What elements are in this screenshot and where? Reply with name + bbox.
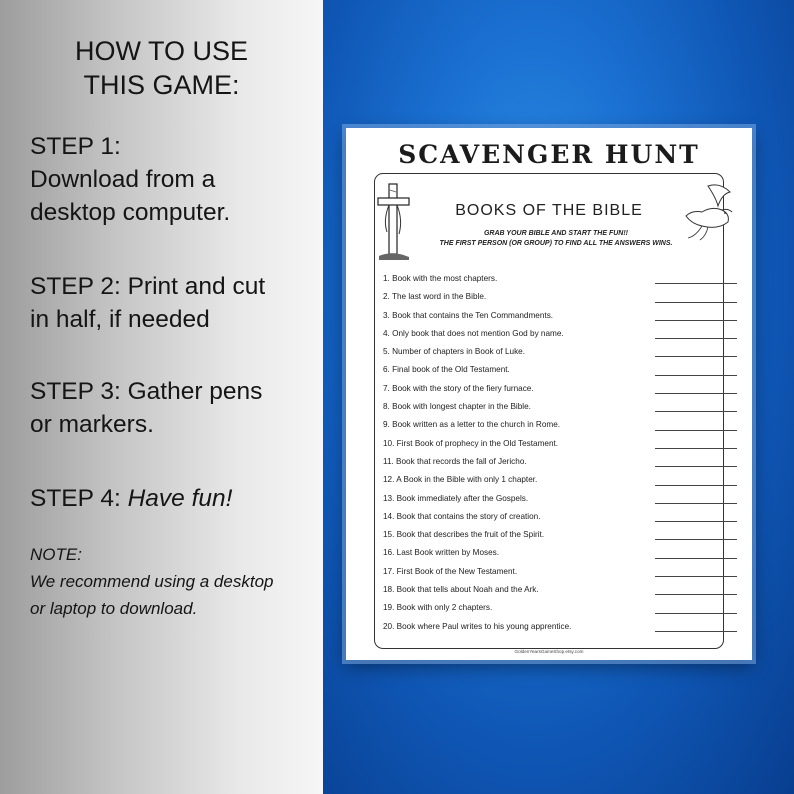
question-text: 4. Only book that does not mention God by name. <box>383 328 564 338</box>
question-text: 2. The last word in the Bible. <box>383 292 487 302</box>
answer-blank <box>655 503 737 504</box>
question-text: 12. A Book in the Bible with only 1 chapter. <box>383 475 538 485</box>
question-text: 8. Book with longest chapter in the Bible. <box>383 402 531 412</box>
answer-blank <box>655 302 737 303</box>
answer-blank <box>655 320 737 321</box>
worksheet-subtitle: BOOKS OF THE BIBLE <box>455 202 643 219</box>
question-row <box>383 343 737 361</box>
question-row <box>383 453 737 471</box>
answer-blank <box>655 338 737 339</box>
question-row <box>383 544 737 562</box>
question-row <box>383 471 737 489</box>
worksheet-instructions: GRAB YOUR BIBLE AND START THE FUN!! THE FIRST PERSON (OR GROUP) TO FIND ALL THE ANSWERS WINS. <box>439 230 673 247</box>
question-row <box>383 270 737 288</box>
question-text: 19. Book with only 2 chapters. <box>383 603 493 613</box>
step-3: STEP 3: Gather pens or markers. <box>30 378 263 438</box>
instructions-panel <box>0 0 323 794</box>
question-row <box>383 288 737 306</box>
question-list <box>383 270 737 636</box>
question-text: 1. Book with the most chapters. <box>383 274 498 283</box>
answer-blank <box>655 576 737 577</box>
question-text: 15. Book that describes the fruit of the Spirit. <box>383 530 545 540</box>
answer-blank <box>655 466 737 467</box>
question-row <box>383 618 737 636</box>
question-text: 11. Book that records the fall of Jericho. <box>383 456 527 466</box>
instructions-title: HOW TO USE THIS GAME: <box>74 36 249 100</box>
question-text: 13. Book immediately after the Gospels. <box>383 493 529 503</box>
question-text: 18. Book that tells about Noah and the Ark. <box>383 585 539 595</box>
question-text: 10. First Book of prophecy in the Old Testament. <box>383 438 559 448</box>
question-row <box>383 599 737 617</box>
question-row <box>383 398 737 416</box>
answer-blank <box>655 430 737 431</box>
question-text: 6. Final book of the Old Testament. <box>383 365 510 375</box>
step-1: STEP 1: Download from a desktop computer. <box>30 133 231 226</box>
question-row <box>383 490 737 508</box>
answer-blank <box>655 411 737 412</box>
question-row <box>383 361 737 379</box>
answer-blank <box>655 375 737 376</box>
note: NOTE: We recommend using a desktop or laptop to download. <box>30 545 274 618</box>
question-text: 16. Last Book written by Moses. <box>383 548 500 558</box>
question-text: 9. Book written as a letter to the church in Rome. <box>383 420 561 430</box>
question-row <box>383 416 737 434</box>
question-text: 20. Book where Paul writes to his young apprentice. <box>383 621 572 631</box>
answer-blank <box>655 485 737 486</box>
step-2: STEP 2: Print and cut in half, if needed <box>30 273 266 333</box>
question-row <box>383 508 737 526</box>
answer-blank <box>655 521 737 522</box>
question-text: 7. Book with the story of the fiery furnace. <box>383 383 534 393</box>
question-row <box>383 581 737 599</box>
question-row <box>383 307 737 325</box>
question-row <box>383 435 737 453</box>
shop-url: GoldenYearsGameShop.etsy.com <box>514 649 584 654</box>
step-4-emphasis: Have fun! <box>127 485 233 512</box>
question-text: 3. Book that contains the Ten Commandments. <box>383 310 554 320</box>
answer-blank <box>655 558 737 559</box>
question-row <box>383 563 737 581</box>
answer-blank <box>655 356 737 357</box>
answer-blank <box>655 613 737 614</box>
question-row <box>383 325 737 343</box>
answer-blank <box>655 539 737 540</box>
answer-blank <box>655 631 737 632</box>
answer-blank <box>655 393 737 394</box>
answer-blank <box>655 448 737 449</box>
worksheet-title: SCAVENGER HUNT <box>346 140 752 169</box>
question-row <box>383 526 737 544</box>
question-text: 14. Book that contains the story of creation. <box>383 511 541 521</box>
step-4: STEP 4: Have fun! <box>30 485 233 512</box>
cross-icon <box>375 180 413 262</box>
answer-blank <box>655 594 737 595</box>
question-row <box>383 380 737 398</box>
question-text: 17. First Book of the New Testament. <box>383 566 518 576</box>
question-text: 5. Number of chapters in Book of Luke. <box>383 347 525 357</box>
answer-blank <box>655 283 737 284</box>
worksheet-preview <box>346 128 752 660</box>
